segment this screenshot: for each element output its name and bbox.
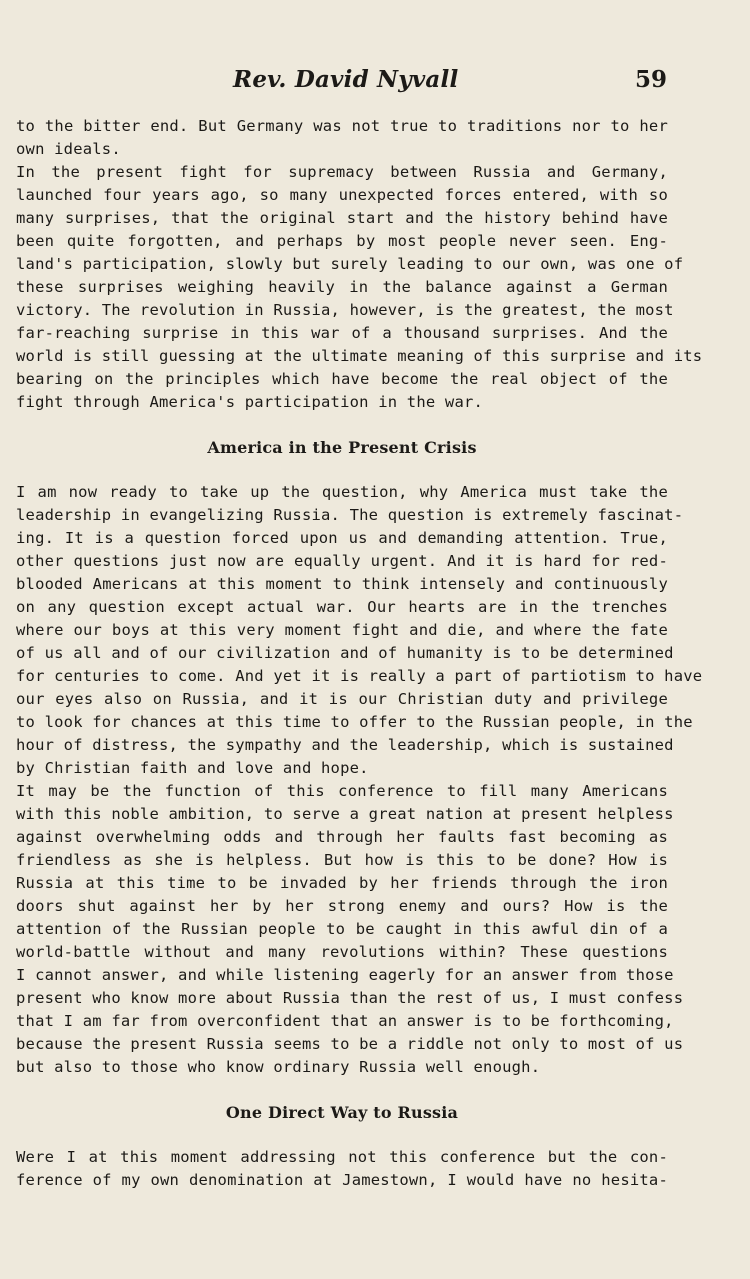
text-line: bearing on the principles which have become the real object of the xyxy=(16,370,668,388)
text-line: our eyes also on Russia, and it is our Christian duty and privilege xyxy=(16,690,668,708)
text-line: doors shut against her by her strong enemy and ours? How is the xyxy=(16,897,668,915)
text-line: because the present Russia seems to be a riddle not only to most of us xyxy=(16,1035,684,1053)
paragraph xyxy=(16,161,703,414)
text-line: present who know more about Russia than the rest of us, I must confess xyxy=(16,989,684,1007)
text-line: fight through America's participation in the war. xyxy=(16,393,484,411)
text-line: Russia at this time to be invaded by her friends through the iron xyxy=(16,874,668,892)
text-line: Were I at this moment addressing not this conference but the con- xyxy=(16,1148,668,1166)
section-heading: One Direct Way to Russia xyxy=(225,1103,459,1122)
paragraph xyxy=(16,115,668,161)
text-line: friendless as she is helpless. But how is this to be done? How is xyxy=(16,851,668,869)
text-line: these surprises weighing heavily in the balance against a German xyxy=(16,278,668,296)
text-line: that I am far from overconfident that an answer is to be forthcoming, xyxy=(16,1012,674,1030)
text-line: world-battle without and many revolutions within? These questions xyxy=(16,943,668,961)
text-line: I cannot answer, and while listening eagerly for an answer from those xyxy=(16,966,674,984)
page-header xyxy=(0,62,750,102)
paragraph xyxy=(16,780,684,1079)
text-line: blooded Americans at this moment to think intensely and continuously xyxy=(16,575,668,593)
text-line: own ideals. xyxy=(16,140,121,158)
text-line: hour of distress, the sympathy and the leadership, which is sustained xyxy=(16,736,674,754)
text-line: leadership in evangelizing Russia. The question is extremely fascinat- xyxy=(16,506,684,524)
text-line: launched four years ago, so many unexpected forces entered, with so xyxy=(16,186,668,204)
page-number: 59 xyxy=(634,66,667,93)
text-line: I am now ready to take up the question, why America must take the xyxy=(16,483,668,501)
text-line: world is still guessing at the ultimate meaning of this surprise and its xyxy=(16,347,703,365)
text-line: to look for chances at this time to offer to the Russian people, in the xyxy=(16,713,693,731)
text-line: many surprises, that the original start and the history behind have xyxy=(16,209,668,227)
text-line: land's participation, slowly but surely leading to our own, was one of xyxy=(16,255,684,273)
running-head: Rev. David Nyvall xyxy=(233,66,459,93)
text-line: been quite forgotten, and perhaps by most people never seen. Eng- xyxy=(16,232,668,250)
text-line: by Christian faith and love and hope. xyxy=(16,759,369,777)
text-line: attention of the Russian people to be caught in this awful din of a xyxy=(16,920,668,938)
text-line: In the present fight for supremacy between Russia and Germany, xyxy=(16,163,668,181)
text-line: for centuries to come. And yet it is really a part of partiotism to have xyxy=(16,667,703,685)
text-line: to the bitter end. But Germany was not true to traditions nor to her xyxy=(16,117,668,135)
text-line: on any question except actual war. Our hearts are in the trenches xyxy=(16,598,668,616)
paragraph xyxy=(16,1146,668,1192)
text-line: victory. The revolution in Russia, however, is the greatest, the most xyxy=(16,301,674,319)
text-line: ference of my own denomination at Jamestown, I would have no hesita- xyxy=(16,1171,668,1189)
text-line: other questions just now are equally urgent. And it is hard for red- xyxy=(16,552,668,570)
text-line: far-reaching surprise in this war of a thousand surprises. And the xyxy=(16,324,668,342)
text-line: It may be the function of this conference to fill many Americans xyxy=(16,782,668,800)
text-line: where our boys at this very moment fight and die, and where the fate xyxy=(16,621,668,639)
text-line: ing. It is a question forced upon us and demanding attention. True, xyxy=(16,529,668,547)
text-line: against overwhelming odds and through her faults fast becoming as xyxy=(16,828,668,846)
text-line: but also to those who know ordinary Russia well enough. xyxy=(16,1058,541,1076)
paragraph xyxy=(16,481,703,780)
body-text xyxy=(16,115,703,1192)
text-line: with this noble ambition, to serve a great nation at present helpless xyxy=(16,805,674,823)
section-heading: America in the Present Crisis xyxy=(207,438,477,457)
text-line: of us all and of our civilization and of humanity is to be determined xyxy=(16,644,674,662)
